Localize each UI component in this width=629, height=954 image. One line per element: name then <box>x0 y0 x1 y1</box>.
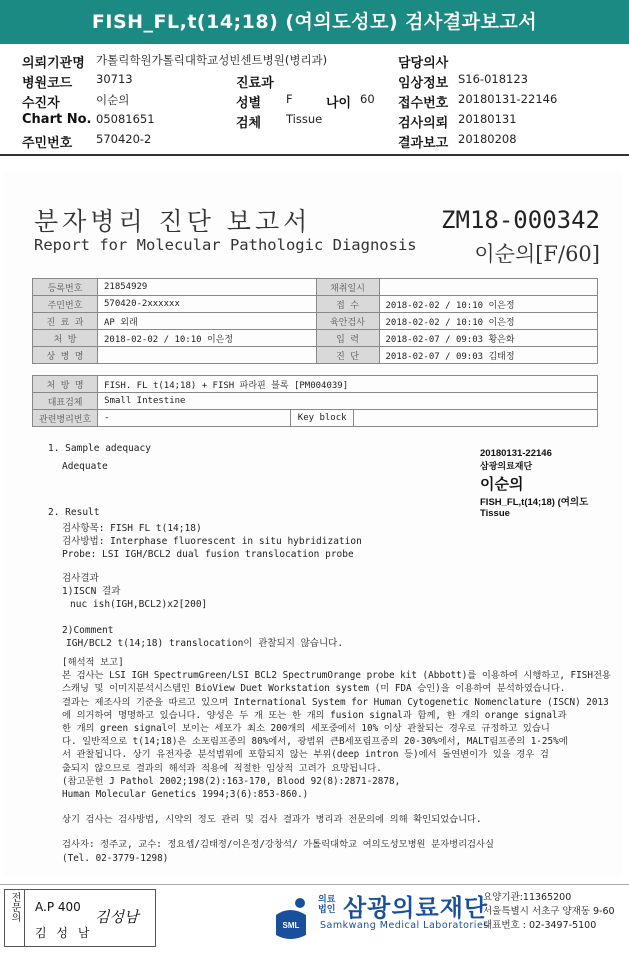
brand-english: Samkwang Medical Laboratories <box>320 920 489 931</box>
table-cell: 2018-02-02 / 10:10 이은정 <box>379 313 598 330</box>
logo-text: SML <box>282 921 300 930</box>
patient-label: 수진자 <box>22 96 60 111</box>
table-label: 육안검사 <box>316 313 379 330</box>
request-label: 검사의뢰 <box>398 116 449 131</box>
report-date-label: 결과보고 <box>398 136 449 151</box>
table-cell: 2018-02-02 / 10:10 이은정 <box>379 296 598 313</box>
table-row <box>33 393 598 410</box>
comment-value: IGH/BCL2 t(14;18) translocation이 관찰되지 않습니다. <box>66 638 344 649</box>
result-head: 검사결과 <box>62 573 99 584</box>
result-line: 검사방법: Interphase fluorescent in situ hybridization <box>62 536 362 547</box>
table-cell: 2018-02-07 / 09:03 황은화 <box>379 330 598 347</box>
table-row <box>33 313 598 330</box>
table-row <box>33 279 598 296</box>
brand-prefix: 의료 법인 <box>318 895 336 915</box>
receipt-value: 20180131-22146 <box>458 92 558 106</box>
result-line: Probe: LSI IGH/BCL2 dual fusion translocation probe <box>62 549 354 560</box>
hospital-code-label: 병원코드 <box>22 76 73 91</box>
table-cell: 21854929 <box>98 279 317 296</box>
interp-line: 스캐닝 및 이미지분석시스템인 BioView Duet Workstation system (미 FDA 승인)을 이용하여 분석하였습니다. <box>62 683 566 695</box>
table-label: 접 수 <box>316 296 379 313</box>
specimen-label: 검체 <box>236 116 262 131</box>
order-value: FISH. FL t(14;18) + FISH 파라핀 블록 [PM004039] <box>98 376 598 393</box>
registration-table <box>32 278 598 364</box>
table-label: 등록번호 <box>33 279 98 296</box>
stamp-lab: 삼광의료재단 <box>480 461 533 471</box>
table-label: 진 료 과 <box>33 313 98 330</box>
sex-label: 성별 <box>236 96 262 111</box>
table-cell: 2018-02-02 / 10:10 이은정 <box>98 330 317 347</box>
receipt-label: 접수번호 <box>398 96 449 111</box>
patient-value: 이순의 <box>96 93 130 107</box>
signers: 검사자: 정주교, 교수: 정요셉/김태정/이은정/강창석/ 가톨릭대학교 여의도성모병원 분자병리검사실 <box>62 839 494 851</box>
order-table <box>32 375 598 427</box>
interp-line: 다. 일반적으로 t(14;18)은 소포림프종의 80%에서, 광범위 큰B세포림프종의 20-30%에서, MALT림프종의 1-25%에 <box>62 736 568 748</box>
age-label: 나이 <box>326 96 352 111</box>
comment-label: 2)Comment <box>62 625 114 636</box>
table-label: 주민번호 <box>33 296 98 313</box>
chart-label: Chart No. <box>22 112 92 127</box>
stamp-patient: 이순의 <box>480 476 524 493</box>
table-label: 진 단 <box>316 347 379 364</box>
section-sample-adequacy: 1. Sample adequacy <box>48 443 151 454</box>
stamp-receipt: 20180131-22146 <box>480 448 552 459</box>
scanned-report <box>4 172 622 876</box>
result-line: 검사항목: FISH FL t(14;18) <box>62 523 202 534</box>
table-row <box>33 296 598 313</box>
clinical-value: S16-018123 <box>458 72 528 86</box>
age-value: 60 <box>360 92 375 106</box>
table-label: 처 방 <box>33 330 98 347</box>
interp-line: 본 검사는 LSI IGH SpectrumGreen/LSI BCL2 SpectrumOrange probe kit (Abbott)를 이용하여 시행하고, FISH전용 <box>62 670 611 682</box>
footer <box>0 884 629 954</box>
doctor-label: 담당의사 <box>398 56 449 71</box>
client-value: 가톨릭학원가톨릭대학교성빈센트병원(병리과) <box>96 53 328 67</box>
table-cell: 570420-2xxxxxx <box>98 296 317 313</box>
spec-label: 대표검체 <box>33 393 98 410</box>
table-row <box>33 347 598 364</box>
interpretation-block <box>62 656 610 865</box>
interp-line: Human Molecular Genetics 1994;3(6):853-860.) <box>62 789 309 801</box>
closing-statement: 상기 검사는 검사방법, 시약의 정도 관리 및 검사 결과가 병리과 전문의에 의해 확인되었습니다. <box>62 814 482 826</box>
specimen-value: Tissue <box>286 112 323 126</box>
request-value: 20180131 <box>458 112 517 126</box>
iscn-value: nuc ish(IGH,BCL2)x2[200] <box>70 599 208 610</box>
scan-title-en: Report for Molecular Pathologic Diagnosis <box>34 236 417 254</box>
lab-tel: (Tel. 02-3779-1298) <box>62 852 169 864</box>
scan-title-ko: 분자병리 진단 보고서 <box>34 207 312 236</box>
interp-line: 출되지 않으므로 결과의 해석과 적용에 적절한 임상적 고려가 요망됩니다. <box>62 762 382 774</box>
table-row <box>33 330 598 347</box>
interp-line: 한 개의 green signal이 보이는 세포가 최소 200개의 세포중에서 10% 이상 관찰되는 경우로 규정하고 있습니 <box>62 723 550 735</box>
hospital-code-value: 30713 <box>96 72 133 86</box>
rrn-label: 주민번호 <box>22 136 73 151</box>
clinical-label: 임상정보 <box>398 76 449 91</box>
pathologist-box <box>4 889 156 947</box>
patient-display: 이순의[F/60] <box>474 242 600 266</box>
iscn-label: 1)ISCN 결과 <box>62 586 121 597</box>
stamp-specimen: Tissue <box>480 508 510 519</box>
chart-value: 05081651 <box>96 112 155 126</box>
ap-number: A.P 400 <box>35 900 81 914</box>
contact-info <box>483 891 615 933</box>
patient-header <box>22 52 622 152</box>
client-label: 의뢰기관명 <box>22 56 85 71</box>
keyblock-value <box>354 410 598 427</box>
table-row <box>33 376 598 393</box>
table-cell: 2018-02-07 / 09:03 김태정 <box>379 347 598 364</box>
rrn-value: 570420-2 <box>96 132 152 146</box>
interp-line: 서 관찰됩니다. 상기 유전자중 분석범위에 포함되지 않는 부위(deep intron 등)에서 돌연변이가 있을 경우 검 <box>62 749 549 761</box>
interp-head: [해석적 보고] <box>62 657 124 668</box>
signature: 김성남 <box>95 908 139 926</box>
dept-label: 진료과 <box>236 76 274 91</box>
report-id: ZM18-000342 <box>441 206 600 234</box>
table-cell: AP 외래 <box>98 313 317 330</box>
order-label: 처 방 명 <box>33 376 98 393</box>
specimen-stamp <box>480 448 588 519</box>
interp-line: (참고문헌 J Pathol 2002;198(2):163-170, Blood 92(8):2871-2878, <box>62 775 401 787</box>
table-cell <box>98 347 317 364</box>
sml-logo-icon <box>272 895 312 941</box>
table-row <box>33 410 598 427</box>
header-divider <box>0 154 629 156</box>
section-result: 2. Result <box>48 507 100 518</box>
spec-value: Small Intestine <box>98 393 598 410</box>
brand-name: 삼광의료재단 <box>343 894 489 922</box>
related-value: - <box>98 410 291 427</box>
phone: 대표번호 : 02-3497-5100 <box>483 920 597 931</box>
address: 서울특별시 서초구 양재동 9-60 <box>483 906 615 917</box>
report-date-value: 20180208 <box>458 132 517 146</box>
sample-adequacy-value: Adequate <box>62 461 108 472</box>
stamp-test: FISH_FL,t(14;18) (여의도 <box>480 497 589 508</box>
institution-code: 요양기관:11365200 <box>483 892 572 903</box>
interp-line: 에 의거하여 명명하고 있습니다. 양성은 두 개 또는 한 개의 fusion signal과 함께, 한 개의 orange signal과 <box>62 709 567 721</box>
table-cell <box>379 279 598 296</box>
table-label: 입 력 <box>316 330 379 347</box>
table-label: 상 병 명 <box>33 347 98 364</box>
report-title: FISH_FL,t(14;18) (여의도성모) 검사결과보고서 <box>0 0 629 44</box>
related-label: 관련병리번호 <box>33 410 98 427</box>
specialist-label: 전문의 <box>5 890 25 946</box>
pathologist-name: 김 성 남 <box>35 926 93 940</box>
keyblock-label: Key block <box>291 410 354 427</box>
table-label: 채취일시 <box>316 279 379 296</box>
sex-value: F <box>286 92 293 106</box>
interp-line: 결과는 제조사의 기준을 따르고 있으며 International System for Human Cytogenetic Nomenclature (ISCN) 2013 <box>62 696 609 708</box>
